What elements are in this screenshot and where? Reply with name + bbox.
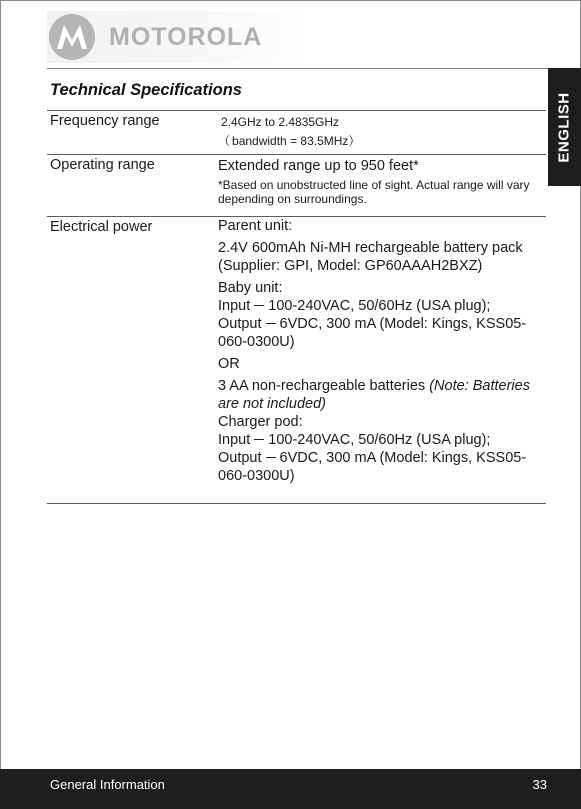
range-main: Extended range up to 950 feet* [218, 158, 419, 174]
baby-unit-input [218, 297, 546, 315]
header-rule [47, 68, 549, 69]
baby-output-label: Output [218, 316, 262, 332]
spec-value-range [218, 155, 546, 216]
frequency-range-value: 2.4GHz to 2.4835GHz [221, 115, 340, 129]
aa-batteries [218, 377, 546, 413]
dash-icon [266, 323, 276, 324]
baby-input-label: Input [218, 298, 251, 314]
spec-row-range [47, 154, 546, 216]
aa-batteries-text: 3 AA non-rechargeable batteries [218, 378, 430, 394]
range-footnote: *Based on unobstructed line of sight. Actual range will vary depending on surroundings. [218, 178, 530, 206]
baby-unit-heading: Baby unit: [218, 280, 283, 296]
spec-table [47, 110, 546, 504]
bandwidth-text: bandwidth = 83.5MHz [232, 134, 349, 148]
charger-output-label: Output [218, 450, 262, 466]
aa-batteries-note: (Note: Batteries are not included) [218, 378, 530, 412]
motorola-batwing-logo-icon [47, 12, 97, 62]
page-number: 33 [532, 777, 547, 792]
page-title: Technical Specifications [50, 81, 242, 99]
language-tab [548, 68, 581, 186]
charger-input-value: 100-240VAC, 50/60Hz (USA plug); [268, 432, 491, 448]
parent-unit-battery: 2.4V 600mAh Ni-MH rechargeable battery pack (Supplier: GPI, Model: GP60AAAH2BXZ) [218, 240, 523, 274]
charger-input [218, 431, 546, 449]
dash-icon [266, 457, 276, 458]
charger-pod-heading: Charger pod: [218, 414, 303, 430]
baby-output-value: 6VDC, 300 mA (Model: Kings, KSS05-060-0300U) [218, 316, 527, 350]
or-separator: OR [218, 356, 240, 372]
charger-output [218, 449, 546, 485]
charger-output-value: 6VDC, 300 mA (Model: Kings, KSS05-060-0300U) [218, 450, 527, 484]
parent-unit-heading: Parent unit: [218, 218, 293, 234]
spec-label-range: Operating range [50, 157, 155, 173]
page-footer [0, 769, 581, 809]
spec-row-frequency [47, 110, 546, 154]
spec-row-power [47, 216, 546, 504]
spec-label-power: Electrical power [50, 219, 153, 235]
brand-logo [47, 11, 309, 63]
footer-section: General Information [50, 777, 165, 792]
spec-value-frequency [218, 111, 546, 154]
paren-close: ） [348, 134, 361, 148]
language-tab-label: ENGLISH [556, 91, 573, 163]
dash-icon [254, 305, 264, 306]
frequency-bandwidth [218, 134, 546, 148]
baby-unit-output [218, 315, 546, 351]
dash-icon [254, 439, 264, 440]
baby-input-value: 100-240VAC, 50/60Hz (USA plug); [268, 298, 491, 314]
spec-label-frequency: Frequency range [50, 113, 160, 129]
paren-open: （ [218, 134, 231, 148]
brand-wordmark: MOTOROLA [109, 22, 263, 51]
charger-input-label: Input [218, 432, 251, 448]
spec-value-power [218, 217, 546, 503]
